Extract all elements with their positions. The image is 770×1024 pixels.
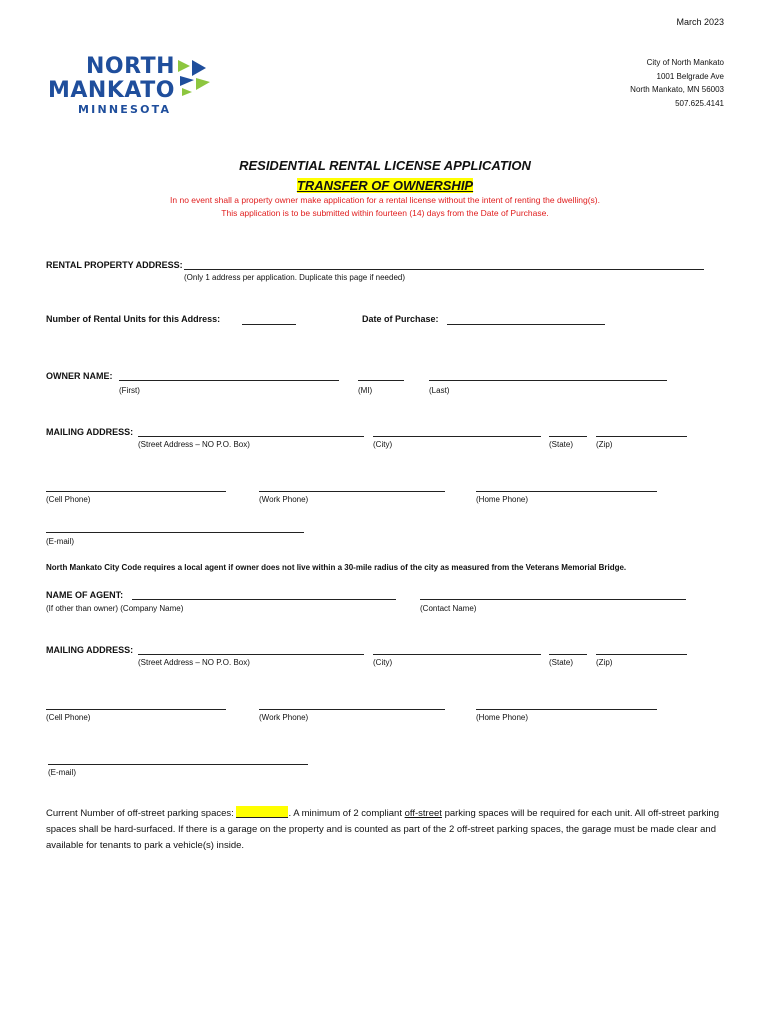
address-line-1: City of North Mankato	[646, 58, 724, 67]
owner-cell-field[interactable]	[46, 491, 226, 492]
owner-email-caption: (E-mail)	[46, 537, 74, 546]
purchase-date-label: Date of Purchase:	[362, 314, 439, 324]
owner-zip-caption: (Zip)	[596, 440, 613, 449]
owner-name-label: OWNER NAME:	[46, 371, 113, 381]
parking-requirements-paragraph	[46, 806, 736, 854]
owner-work-field[interactable]	[259, 491, 445, 492]
owner-state-field[interactable]	[549, 436, 587, 437]
agent-work-field[interactable]	[259, 709, 445, 710]
rental-units-label: Number of Rental Units for this Address:	[46, 314, 221, 324]
form-subtitle	[0, 178, 770, 193]
owner-cell-caption: (Cell Phone)	[46, 495, 91, 504]
document-date: March 2023	[676, 17, 724, 27]
owner-mi-field[interactable]	[358, 380, 404, 381]
address-line-3: North Mankato, MN 56003	[630, 85, 724, 94]
rental-property-field[interactable]	[184, 269, 704, 270]
owner-last-field[interactable]	[429, 380, 667, 381]
parking-text-2: . A minimum of 2 compliant	[288, 808, 402, 819]
parking-text-1: Current Number of off-street parking spaces:	[46, 808, 234, 819]
owner-state-caption: (State)	[549, 440, 574, 449]
logo-word-minnesota: MINNESOTA	[78, 103, 172, 116]
owner-first-caption: (First)	[119, 386, 140, 395]
owner-mailing-label: MAILING ADDRESS:	[46, 427, 134, 437]
agent-city-field[interactable]	[373, 654, 541, 655]
owner-email-field[interactable]	[46, 532, 304, 533]
agent-zip-field[interactable]	[596, 654, 687, 655]
owner-home-caption: (Home Phone)	[476, 495, 529, 504]
rental-property-note: (Only 1 address per application. Duplicate this page if needed)	[184, 273, 406, 282]
agent-home-field[interactable]	[476, 709, 657, 710]
agent-street-field[interactable]	[138, 654, 364, 655]
owner-city-field[interactable]	[373, 436, 541, 437]
owner-home-field[interactable]	[476, 491, 657, 492]
parking-count-field[interactable]	[236, 806, 288, 818]
parking-offstreet-term: off-street	[404, 808, 442, 819]
owner-city-caption: (City)	[373, 440, 393, 449]
subtitle-highlight: TRANSFER OF OWNERSHIP	[296, 178, 474, 193]
agent-company-field[interactable]	[132, 599, 396, 600]
owner-work-caption: (Work Phone)	[259, 495, 309, 504]
owner-street-field[interactable]	[138, 436, 364, 437]
agent-contact-caption: (Contact Name)	[420, 604, 477, 613]
owner-first-field[interactable]	[119, 380, 339, 381]
agent-name-label: NAME OF AGENT:	[46, 590, 124, 600]
rental-units-field[interactable]	[242, 324, 296, 325]
agent-contact-field[interactable]	[420, 599, 686, 600]
agent-requirement-notice: North Mankato City Code requires a local agent if owner does not live within a 30-mile radius of the city as measured from the Veterans Memorial Bridge.	[46, 563, 627, 572]
logo-chevron-icon	[176, 56, 212, 98]
agent-state-field[interactable]	[549, 654, 587, 655]
rental-property-label: RENTAL PROPERTY ADDRESS:	[46, 260, 183, 270]
address-line-2: 1001 Belgrade Ave	[656, 71, 724, 81]
agent-home-caption: (Home Phone)	[476, 713, 529, 722]
agent-cell-field[interactable]	[46, 709, 226, 710]
owner-street-caption: (Street Address – NO P.O. Box)	[138, 440, 250, 449]
purchase-date-field[interactable]	[447, 324, 605, 325]
agent-zip-caption: (Zip)	[596, 658, 613, 667]
owner-mi-caption: (MI)	[358, 386, 373, 395]
agent-street-caption: (Street Address – NO P.O. Box)	[138, 658, 250, 667]
logo-word-mankato: MANKATO	[48, 78, 175, 103]
owner-zip-field[interactable]	[596, 436, 687, 437]
form-title: RESIDENTIAL RENTAL LICENSE APPLICATION	[239, 158, 531, 173]
agent-mailing-label: MAILING ADDRESS:	[46, 645, 134, 655]
logo-word-north: NORTH	[86, 54, 175, 79]
city-address-block	[630, 56, 724, 110]
agent-cell-caption: (Cell Phone)	[46, 713, 91, 722]
agent-email-caption: (E-mail)	[48, 768, 76, 777]
agent-email-field[interactable]	[48, 764, 308, 765]
owner-last-caption: (Last)	[429, 386, 450, 395]
address-line-4: 507.625.4141	[675, 98, 724, 108]
parking-text-3: parking spaces will be required for each unit. All off-street parking spaces shall be hard-surfaced. If there is a garage on the property and is counted as part of the 2 off-street parking spaces, the garage must be made clear and available for tenants to park a vehicle(s) inside.	[46, 808, 719, 851]
agent-city-caption: (City)	[373, 658, 393, 667]
agent-work-caption: (Work Phone)	[259, 713, 309, 722]
notice-line-2: This application is to be submitted within fourteen (14) days from the Date of Purchase.	[221, 208, 549, 218]
notice-line-1: In no event shall a property owner make application for a rental license without the intent of renting the dwelling(s).	[170, 195, 600, 205]
agent-company-caption: (If other than owner) (Company Name)	[46, 604, 184, 613]
agent-state-caption: (State)	[549, 658, 574, 667]
